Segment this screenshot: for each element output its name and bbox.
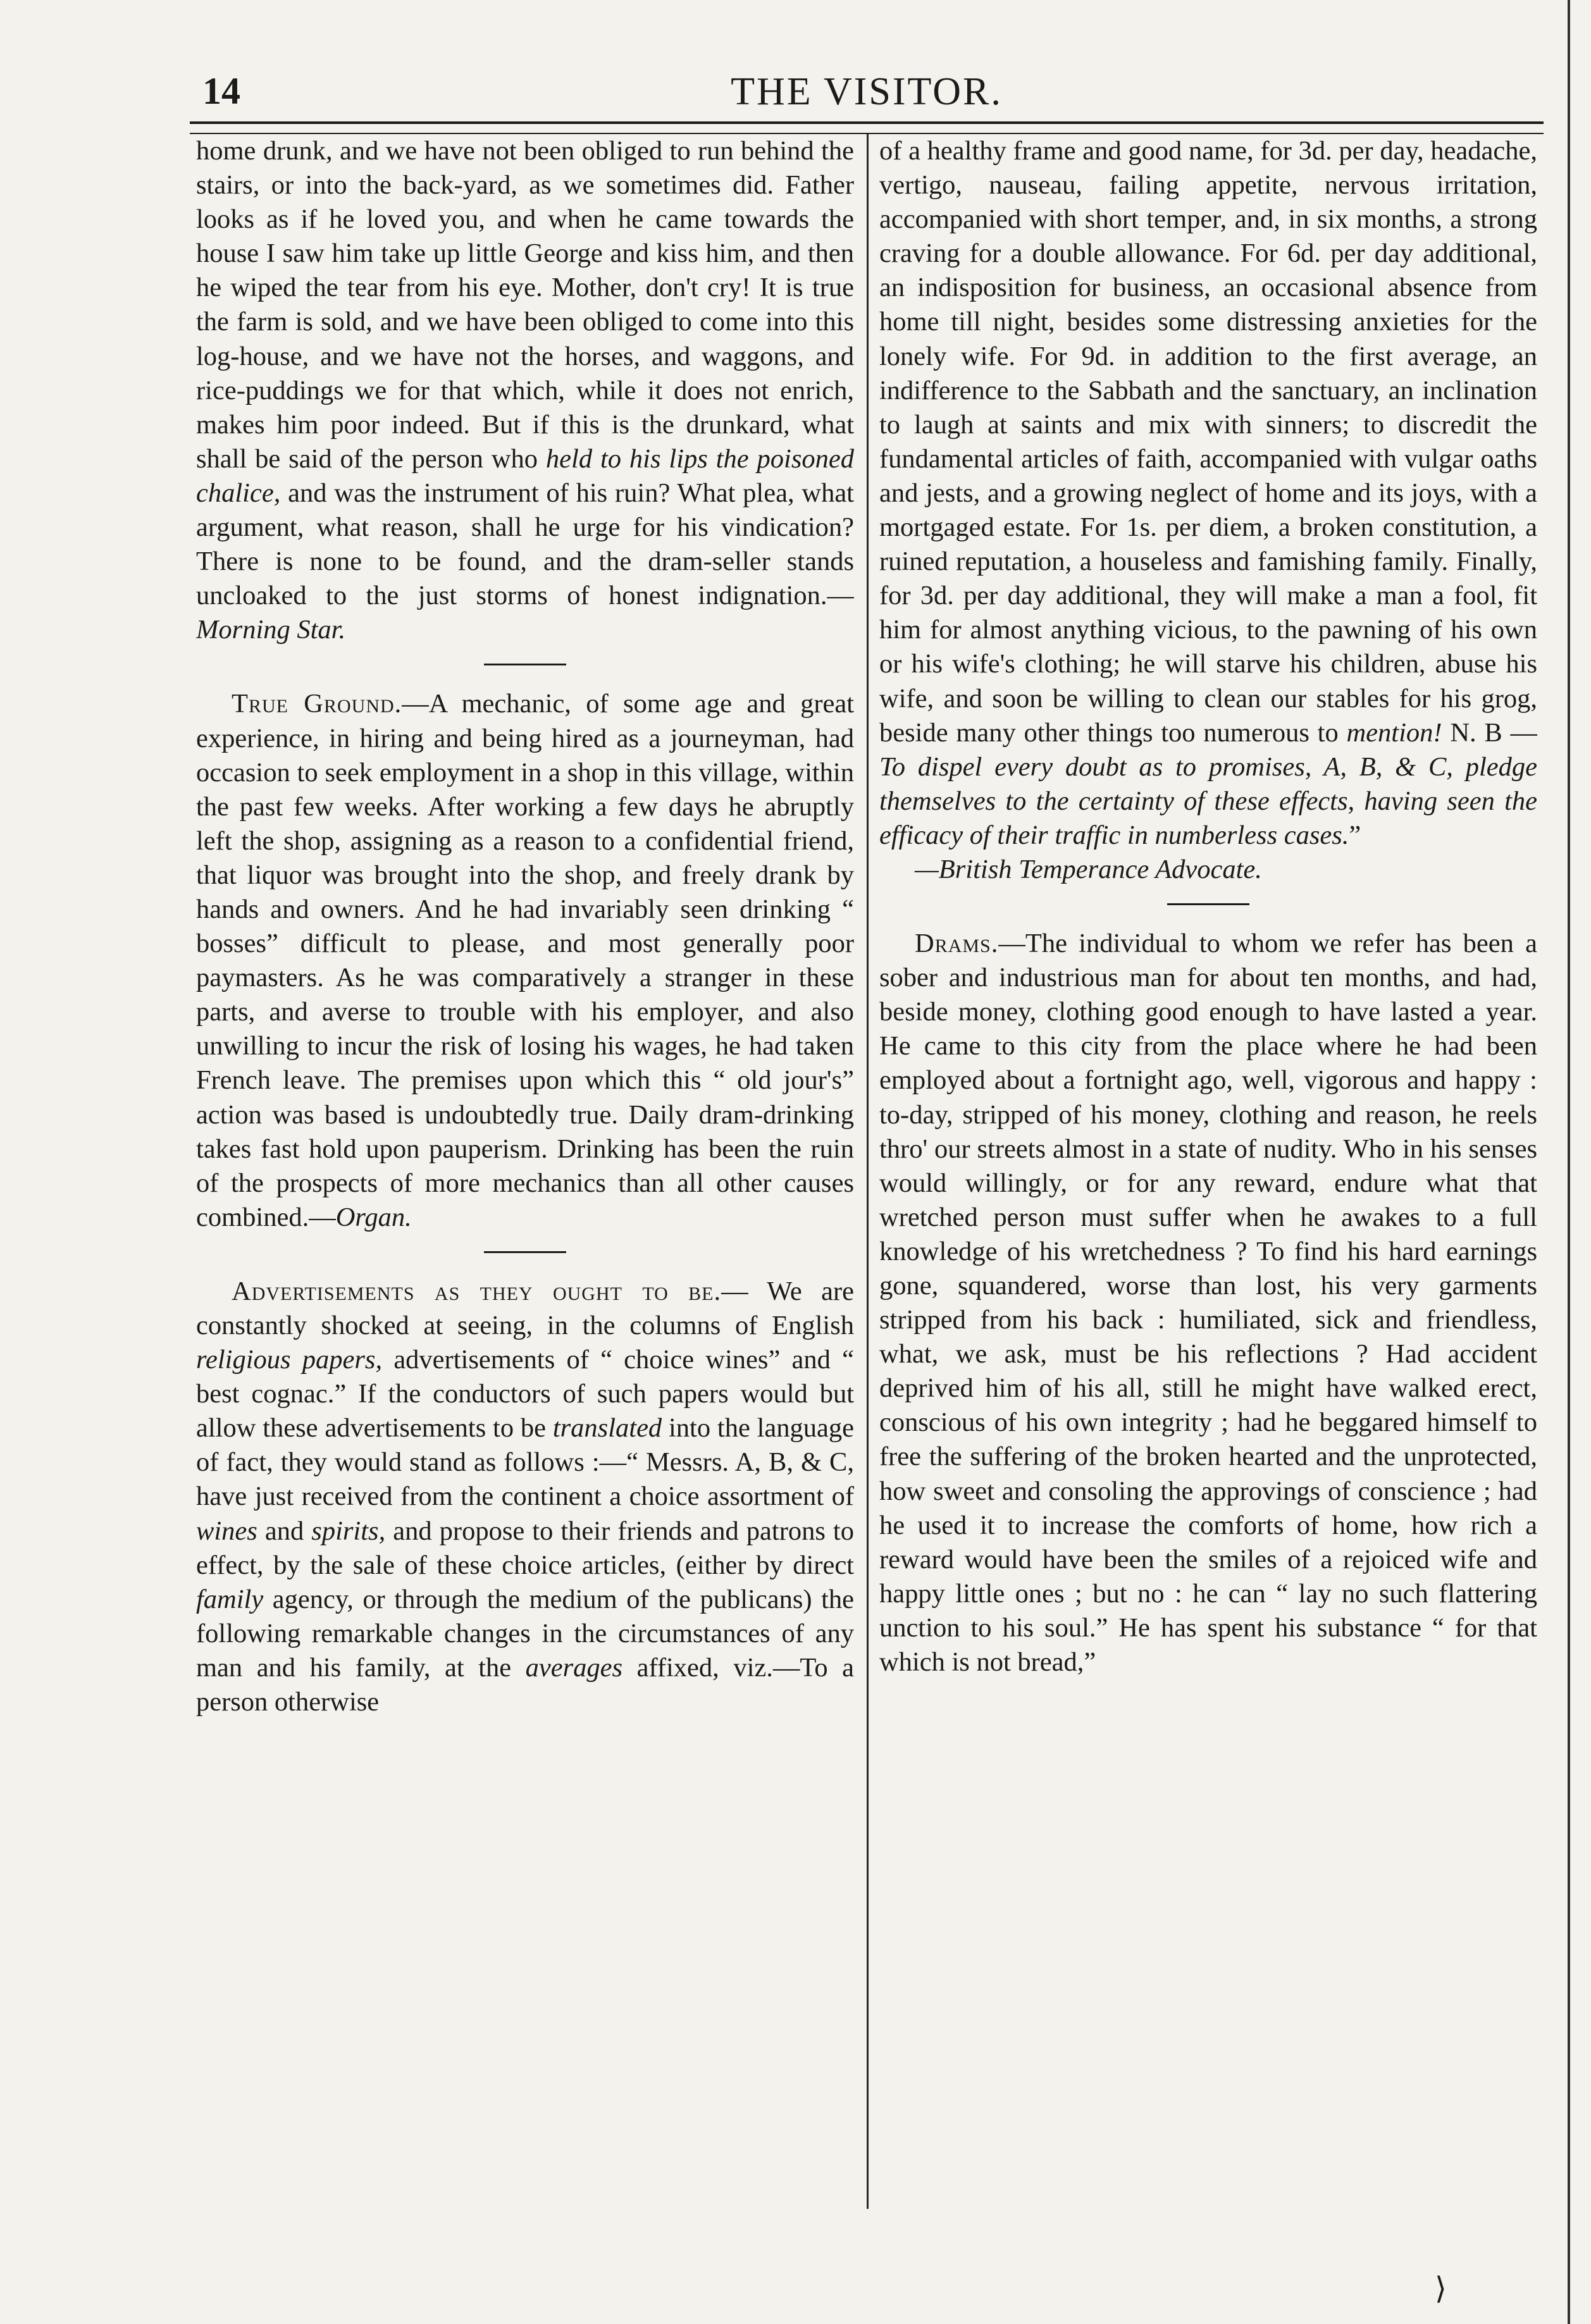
continued-article: home drunk, and we have not been obliged to run behind the stairs, or into the back-yard, as we sometimes did. Father looks as if he loved you, and when he came towards the house I saw him take up little George and kiss him, and then he wiped the tear from his eye. Mother, don't cry! It is true the farm is sold, and we have been obliged to come into this log-house, and we have not the horses, and waggons, and rice-puddings we for that which, while it does not enrich, makes him poor indeed. But if this is the drunkard, what shall be said of the person who held to his lips the poisoned chalice, and was the instrument of his ruin? What plea, what argument, what reason, shall he urge for his vindication? There is none to be found, and the dram-seller stands uncloaked to the just storms of honest indignation.—Morning Star.: [196, 136, 854, 645]
stray-mark: ⟩: [1435, 2272, 1447, 2306]
article-separator: [484, 1251, 566, 1253]
column-divider: [867, 134, 869, 2209]
source-credit: —British Temperance Advocate.: [915, 854, 1262, 884]
page-number: 14: [202, 70, 240, 112]
source-credit: Morning Star.: [196, 615, 346, 645]
page-edge-line: [1568, 0, 1570, 2324]
article-drams: Drams.—The individual to whom we refer has been a sober and industrious man for about ten months, and had, beside money, clothing good enough to have lasted a year. He came to this city from the place where he had been employed about a fortnight ago, well, vigorous and happy : to-day, stripped of his money, clothing and reason, he reels thro' our streets almost in a state of nudity. Who in his senses would willingly, or for any reward, endure what that wretched person must suffer when he awakes to a full knowledge of his wretchedness ? To find his hard earnings gone, squandered, worse than lost, his very garments stripped from his back : humiliated, sick and friendless, what, we ask, must be his reflections ? Had accident deprived him of his all, still he might have walked erect, conscious of his own integrity ; had he beggared himself to free the suffering of the broken hearted and the unprotected, how sweet and consoling the approvings of conscience ; had he used it to increase the comforts of home, how rich a reward would have been the smiles of a rejoiced wife and happy little ones ; but no : he can “ lay no such flattering unction to his soul.” He has spent his substance “ for that which is not bread,”: [879, 929, 1537, 1678]
article-heading: True Ground.: [232, 689, 402, 719]
article-separator: [484, 664, 566, 665]
right-column: [879, 134, 1537, 2209]
article-true-ground: True Ground.—A mechanic, of some age and great experience, in hiring and being hired as a journeyman, had occasion to seek employment in a shop in this village, within the past few weeks. After working a few days he abruptly left the shop, assigning as a reason to a confidential friend, that liquor was brought into the shop, and freely drank by hands and owners. And he had invariably seen drinking “ bosses” difficult to please, and most generally poor paymasters. As he was comparatively a stranger in these parts, and averse to trouble with his employer, and also unwilling to incur the risk of losing his wages, he had taken French leave. The premises upon which this “ old jour's” action was based is undoubtedly true. Daily dram-drinking takes fast hold upon pauperism. Drinking has been the ruin of the prospects of more mechanics than all other causes combined.—Organ.: [196, 689, 854, 1232]
source-credit: Organ.: [335, 1202, 412, 1232]
header-rule: [190, 121, 1544, 134]
left-column: [196, 134, 854, 2209]
article-heading: Advertisements as they ought to be.: [232, 1276, 722, 1306]
article-advertisements: Advertisements as they ought to be.— We are constantly shocked at seeing, in the columns of English religious papers, advertisements of “ choice wines” and “ best cognac.” If the conductors of such papers would but allow these advertisements to be translated into the language of fact, they would stand as follows :—“ Messrs. A, B, & C, have just received from the continent a choice assortment of wines and spirits, and propose to their friends and patrons to effect, by the sale of these choice articles, (either by direct family agency, or through the medium of the publicans) the following remarkable changes in the circumstances of any man and his family, at the averages affixed, viz.—To a person otherwise: [196, 1276, 854, 1717]
continued-advertisement: of a healthy frame and good name, for 3d. per day, headache, vertigo, nauseau, failing appetite, nervous irritation, accompanied with short temper, and, in six months, a strong craving for a double allowance. For 6d. per day additional, an indisposition for business, an occasional absence from home till night, besides some distressing anxieties for the lonely wife. For 9d. in addition to the first average, an indifference to the Sabbath and the sanctuary, an inclination to laugh at saints and mix with sinners; to discredit the fundamental articles of faith, accompanied with vulgar oaths and jests, and a growing neglect of home and its joys, with a mortgaged estate. For 1s. per diem, a broken constitution, a ruined reputation, a houseless and famishing family. Finally, for 3d. per day additional, they will make a man a fool, fit him for almost anything vicious, to the pawning of his own or his wife's clothing; he will starve his children, abuse his wife, and soon be willing to clean our stables for his grog, beside many other things too numerous to mention! N. B —To dispel every doubt as to promises, A, B, & C, pledge themselves to the certainty of these effects, having seen the efficacy of their traffic in numberless cases.”: [879, 136, 1537, 850]
running-title: THE VISITOR.: [731, 70, 1003, 113]
article-separator: [1167, 903, 1249, 905]
article-heading: Drams.: [915, 929, 999, 959]
